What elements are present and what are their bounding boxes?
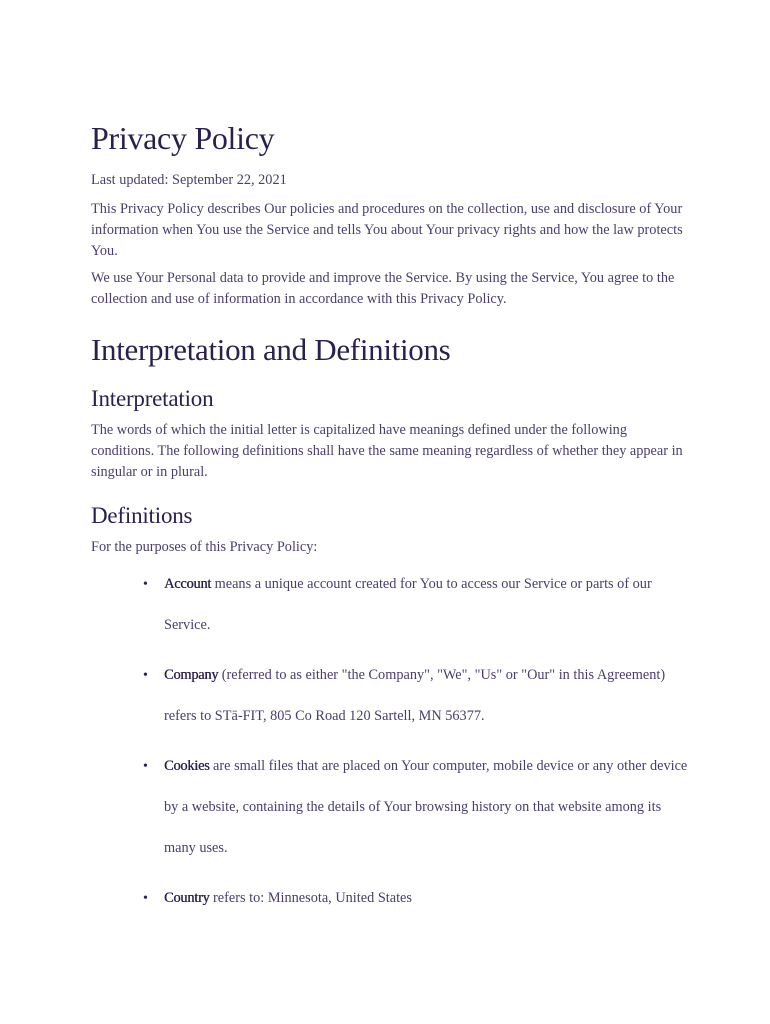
intro-paragraph-1: This Privacy Policy describes Our policies and procedures on the collection, use and disclosure of Your information when You use the Service and tells You about Your privacy rights and how the law protects You.	[91, 201, 683, 259]
last-updated: Last updated: September 22, 2021	[91, 172, 287, 188]
definitions-intro: For the purposes of this Privacy Policy:	[91, 539, 318, 555]
bullet-icon: •	[143, 759, 148, 774]
definitions-list	[91, 564, 691, 919]
definition-item-country	[91, 878, 691, 919]
definition-term: Company	[164, 667, 219, 683]
section-heading: Interpretation and Definitions	[91, 332, 451, 367]
bullet-icon: •	[143, 577, 148, 592]
interpretation-heading: Interpretation	[91, 386, 214, 411]
definitions-heading: Definitions	[91, 503, 193, 528]
definition-item-account	[91, 564, 691, 646]
definition-text: are small files that are placed on Your computer, mobile device or any other device by a website, containing the details of Your browsing history on that website among its many uses.	[164, 758, 688, 856]
definition-term: Country	[164, 890, 210, 906]
definition-item-cookies	[91, 746, 691, 869]
policy-document	[91, 118, 691, 928]
intro-paragraph-2: We use Your Personal data to provide and improve the Service. By using the Service, You agree to the collection and use of information in accordance with this Privacy Policy.	[91, 270, 675, 307]
bullet-icon: •	[143, 891, 148, 906]
interpretation-text: The words of which the initial letter is capitalized have meanings defined under the following conditions. The following definitions shall have the same meaning regardless of whether they appear in singular or in plural.	[91, 422, 683, 480]
definition-text: means a unique account created for You to access our Service or parts of our Service.	[164, 576, 652, 633]
definition-text: (referred to as either "the Company", "We", "Us" or "Our" in this Agreement) refers to STā-FIT, 805 Co Road 120 Sartell, MN 56377.	[164, 667, 666, 724]
bullet-icon: •	[143, 668, 148, 683]
definition-item-company	[91, 655, 691, 737]
definition-term: Account	[164, 576, 212, 592]
definition-text: refers to: Minnesota, United States	[209, 890, 412, 906]
page-title: Privacy Policy	[91, 120, 275, 156]
definition-term: Cookies	[164, 758, 210, 774]
